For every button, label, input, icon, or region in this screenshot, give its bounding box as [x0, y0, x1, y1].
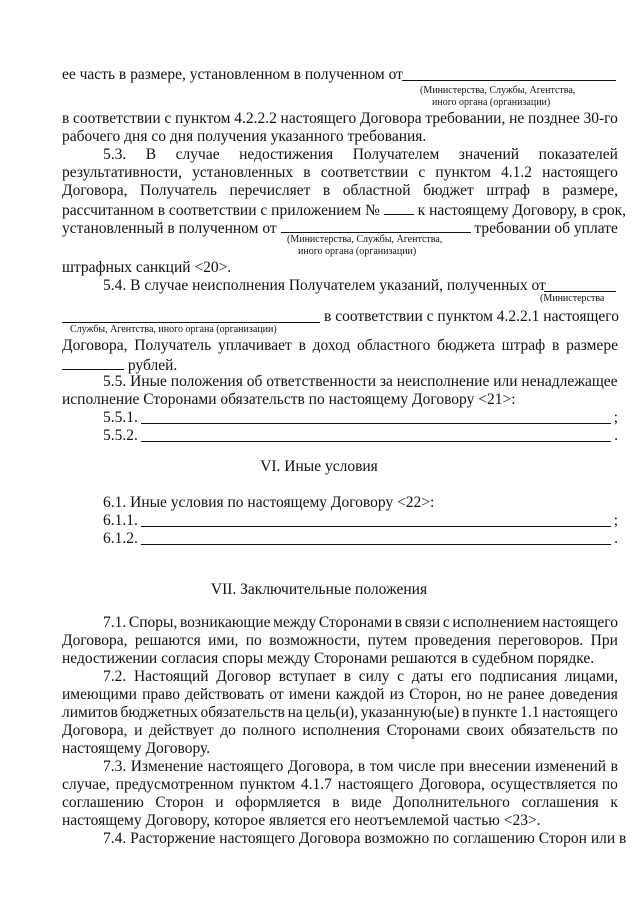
word: действует: [148, 722, 214, 739]
word: в: [552, 337, 560, 354]
word: с: [397, 668, 405, 685]
p73-line-1: [103, 758, 618, 776]
word: соответствии: [73, 110, 161, 127]
word: силу: [358, 668, 390, 685]
p71-line-1: [103, 614, 618, 632]
word: в: [357, 758, 366, 775]
section-6-heading: VI. Иные условия: [260, 458, 378, 475]
word: настоящего: [280, 110, 357, 127]
word: в: [610, 758, 618, 775]
word: вступает: [278, 668, 337, 685]
word: указанную(ые): [360, 704, 460, 721]
item-5-5-1-label: 5.5.1.: [103, 409, 138, 426]
word: в: [303, 164, 311, 181]
word: внесении: [468, 758, 531, 775]
word: 1.1: [520, 704, 540, 721]
p53-line-5a: установленный в полученном от: [62, 220, 277, 237]
item-6-1-1: [103, 512, 618, 530]
item-5-5-1-blank: [141, 409, 611, 424]
blank-ministry-2: [281, 218, 471, 233]
word: осуществляется: [490, 776, 597, 793]
word: недостижения: [239, 146, 334, 163]
p54-line-1-text: 5.4. В случае неисполнения Получателем указаний, полученных от: [103, 277, 546, 294]
word: между: [273, 614, 317, 631]
word: Споры,: [128, 614, 178, 631]
word: в: [394, 614, 403, 631]
p55-line-2: исполнение Сторонами обязательств по настоящему Договору <21>:: [62, 391, 516, 408]
word: 4.1.2: [501, 164, 533, 181]
p74-line-1: 7.4. Расторжение настоящего Договора возможно по соглашению Сторон или в: [103, 830, 627, 847]
word: Договора: [360, 110, 422, 127]
word: Договора,: [62, 632, 128, 649]
item-5-5-1-end: ;: [613, 409, 618, 426]
word: Получатель: [140, 182, 217, 199]
p72-line-2: [62, 686, 618, 704]
word: настоящего: [542, 164, 618, 181]
word: с: [164, 110, 172, 127]
word: том: [369, 758, 394, 775]
word: перечисляет: [229, 182, 311, 199]
word: Договора,: [62, 182, 128, 199]
line-2: [62, 110, 618, 128]
word: настоящего: [337, 776, 414, 793]
word: соответствии: [320, 164, 409, 181]
word: в: [298, 337, 306, 354]
word: из: [389, 686, 405, 703]
line-1-text: ее часть в размере, установленном в полученном от: [62, 66, 403, 83]
word: размере: [566, 337, 618, 354]
item-6-1-1-label: 6.1.1.: [103, 512, 138, 529]
word: в: [542, 182, 550, 199]
word: пункте: [472, 704, 518, 721]
p72-line-4: [62, 722, 618, 740]
p71-line-3: недостижении согласия споры между Сторонами решаются в судебном порядке.: [62, 650, 595, 667]
word: штраф: [486, 182, 530, 199]
word: Договора,: [62, 337, 128, 354]
word: настоящего: [542, 704, 618, 721]
word: случае: [175, 146, 220, 163]
line-3: рабочего дня со дня получения указанного требования.: [62, 128, 427, 145]
word: исполнением: [452, 614, 540, 631]
word: уплачивает: [218, 337, 292, 354]
word: ранее: [508, 686, 545, 703]
word: с: [418, 164, 426, 181]
word: Договора,: [419, 776, 485, 793]
p53-line-4b: к настоящему Договору, в срок,: [417, 202, 627, 219]
word: бюджетных: [120, 704, 198, 721]
note-ministry-1a: (Министерства, Службы, Агентства,: [420, 85, 576, 96]
word: на: [287, 704, 303, 721]
word: по: [245, 632, 262, 649]
word: случае,: [62, 776, 110, 793]
word: в: [322, 182, 331, 199]
word: подписания: [479, 668, 558, 685]
word: 30-го: [583, 110, 618, 127]
word: показателей: [538, 146, 618, 163]
word: Сторонами: [386, 722, 460, 739]
item-6-1-2-blank: [141, 530, 611, 545]
word: в: [343, 668, 352, 685]
word: обязательств: [510, 722, 596, 739]
word: областного: [357, 337, 431, 354]
word: пунктом: [435, 164, 491, 181]
word: проведения: [414, 632, 491, 649]
word: ими,: [208, 632, 239, 649]
note-ministry-3-right: (Министерства: [540, 293, 605, 304]
word: бюджет: [423, 182, 474, 199]
word: по: [601, 776, 618, 793]
word: требовании,: [425, 110, 506, 127]
item-5-5-2-label: 5.5.2.: [103, 427, 138, 444]
blank-ministry-3b: [62, 308, 320, 323]
word: Договор: [216, 668, 272, 685]
p53-line-2: [62, 164, 618, 182]
word: Договора,: [287, 758, 354, 775]
word: изменений: [535, 758, 607, 775]
item-6-1-2-end: .: [614, 530, 618, 547]
blank-ministry-1: [402, 66, 616, 81]
p54-line-3: [62, 337, 618, 355]
word: виде: [351, 794, 382, 811]
word: 4.1.7: [300, 776, 332, 793]
word: штраф: [501, 337, 546, 354]
p53-line-4: [62, 200, 626, 220]
word: и: [134, 722, 143, 739]
word: до: [220, 722, 236, 739]
p54-line-4: [62, 355, 177, 375]
word: пунктом: [239, 776, 296, 793]
p54-line-4-text: рублей.: [127, 357, 178, 374]
word: исполнения: [302, 722, 381, 739]
word: областной: [342, 182, 411, 199]
word: решаются: [134, 632, 201, 649]
word: не: [509, 110, 525, 127]
word: путем: [367, 632, 408, 649]
word: цель(и),: [305, 704, 358, 721]
word: доход: [312, 337, 351, 354]
word: и: [215, 794, 224, 811]
p53-line-6: штрафных санкций <20>.: [62, 259, 232, 276]
word: бюджета: [437, 337, 495, 354]
word: Сторон: [155, 794, 204, 811]
word: Договора,: [62, 722, 128, 739]
item-6-1-2-label: 6.1.2.: [103, 530, 138, 547]
blank-appendix-number: [384, 200, 414, 215]
item-5-5-2-end: .: [614, 427, 618, 444]
p71-line-2: [62, 632, 618, 650]
word: установленных: [192, 164, 294, 181]
note-ministry-2a: (Министерства, Службы, Агентства,: [287, 234, 443, 245]
word: в: [62, 110, 70, 127]
note-ministry-3-left: Службы, Агентства, иного органа (организации): [70, 324, 277, 335]
word: действовать: [185, 686, 265, 703]
p73-line-3: [62, 794, 618, 812]
word: В: [145, 146, 157, 163]
p73-line-4: настоящему Договору, которое является его неотъемлемой частью <23>.: [62, 812, 541, 829]
word: Получатель: [134, 337, 212, 354]
word: соглашения: [521, 794, 599, 811]
word: к: [610, 794, 618, 811]
p53-line-5b: требовании об уплате: [474, 220, 618, 237]
word: 7.1.: [103, 614, 127, 631]
word: пунктом: [174, 110, 231, 127]
word: При: [590, 632, 618, 649]
word: право: [142, 686, 180, 703]
section-7-heading: VII. Заключительные положения: [210, 581, 428, 598]
word: возможности,: [269, 632, 361, 649]
word: предусмотренном: [115, 776, 234, 793]
word: с: [442, 614, 450, 631]
word: его: [451, 668, 472, 685]
word: результативности,: [62, 164, 182, 181]
word: каждой: [335, 686, 385, 703]
word: Сторон,: [409, 686, 462, 703]
word: в: [332, 794, 340, 811]
word: возникающие: [179, 614, 271, 631]
p53-line-3: [62, 182, 618, 200]
item-5-5-2-blank: [141, 427, 611, 442]
word: Получателем: [352, 146, 440, 163]
word: размере,: [562, 182, 618, 199]
word: числе: [398, 758, 436, 775]
word: в: [461, 704, 470, 721]
word: оформляется: [235, 794, 321, 811]
word: полного: [242, 722, 296, 739]
item-5-5-1: [103, 409, 618, 427]
word: обязательств: [200, 704, 285, 721]
word: Изменение: [130, 758, 204, 775]
word: доведения: [549, 686, 618, 703]
word: переговоров.: [498, 632, 584, 649]
p55-line-1: 5.5. Иные положения об ответственности за неисполнение или ненадлежащее: [103, 373, 618, 390]
note-ministry-1b: иного органа (организации): [432, 97, 551, 108]
line-1: [62, 66, 403, 84]
item-6-1-2: [103, 530, 618, 548]
word: имеющими: [62, 686, 137, 703]
word: настоящего: [542, 614, 618, 631]
word: 7.3.: [103, 758, 127, 775]
word: настоящего: [207, 758, 284, 775]
word: имени: [288, 686, 331, 703]
p72-line-3: [62, 704, 618, 722]
word: лимитов: [62, 704, 118, 721]
item-6-1-1-end: ;: [613, 512, 618, 529]
word: даты: [411, 668, 444, 685]
blank-fine-amount: [62, 355, 124, 370]
word: при: [440, 758, 465, 775]
p53-line-1: [103, 146, 618, 164]
p73-line-2: [62, 776, 618, 794]
item-6-1-1-blank: [141, 512, 611, 527]
p53-line-4a: рассчитанном в соответствии с приложением №: [62, 202, 380, 219]
word: 7.2.: [103, 668, 127, 685]
word: но: [466, 686, 483, 703]
word: позднее: [527, 110, 580, 127]
p54-line-1: [103, 277, 546, 295]
word: 5.3.: [103, 146, 127, 163]
word: лицами,: [564, 668, 618, 685]
word: Сторонами: [318, 614, 393, 631]
word: от: [269, 686, 284, 703]
p72-line-5: настоящему Договору.: [62, 740, 211, 757]
item-5-5-2: [103, 427, 618, 445]
p72-line-1: [103, 668, 618, 686]
blank-ministry-3a: [544, 277, 616, 292]
word: связи: [404, 614, 441, 631]
word: не: [487, 686, 503, 703]
word: Настоящий: [133, 668, 209, 685]
word: 4.2.2.2: [234, 110, 277, 127]
note-ministry-2b: иного органа (организации): [298, 246, 417, 257]
word: соглашению: [62, 794, 144, 811]
p54-line-2: в соответствии с пунктом 4.2.2.1 настоящего: [324, 308, 620, 325]
word: значений: [458, 146, 520, 163]
section-6-intro: 6.1. Иные условия по настоящему Договору <22>:: [103, 494, 435, 511]
word: Дополнительного: [393, 794, 510, 811]
word: своих: [466, 722, 505, 739]
word: по: [601, 722, 618, 739]
